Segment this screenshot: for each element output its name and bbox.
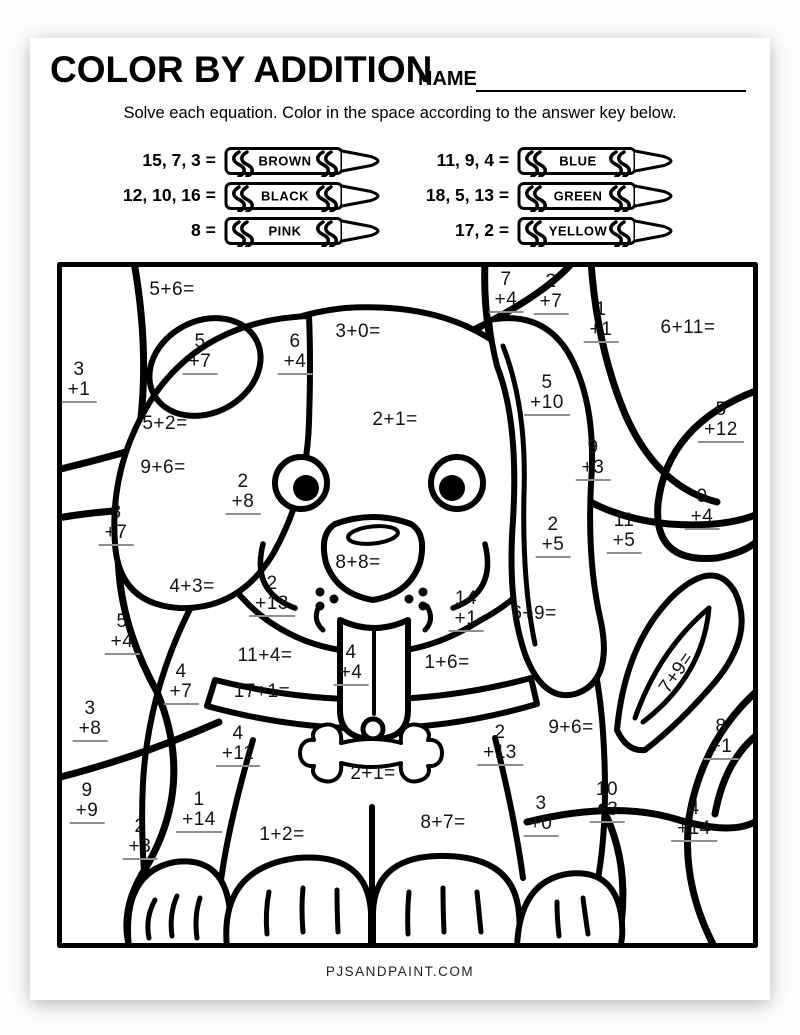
equation-inline: 2+1=: [372, 409, 418, 430]
equation-top-addend: 2: [266, 573, 278, 594]
equation-inline: 1+2=: [259, 824, 305, 845]
equation-stacked: [249, 574, 295, 617]
equation-stacked: [607, 511, 642, 554]
key-row: [426, 214, 677, 247]
equation-stacked: [278, 332, 313, 375]
equation-inline: 9+6=: [140, 457, 186, 478]
crayon-icon: [224, 215, 384, 247]
equation-stacked: [334, 643, 369, 686]
equation-stacked: [489, 270, 524, 313]
key-equations: 15, 7, 3 =: [142, 150, 216, 170]
key-equations: 17, 2 =: [455, 220, 510, 240]
equation-top-addend: 3: [535, 793, 547, 814]
equation-inline: 8+7=: [420, 812, 466, 833]
equation-top-addend: 2: [547, 514, 559, 535]
equation-stacked: [226, 472, 261, 515]
equation-inline: 4+3=: [169, 576, 215, 597]
equation-bottom-addend: +8: [231, 490, 255, 512]
equation-inline: 3+0=: [335, 321, 381, 342]
equation-bottom-addend: +5: [541, 533, 565, 555]
equation-bottom-addend: +7: [188, 350, 212, 372]
equation-top-addend: 1: [595, 299, 607, 320]
equation-inline: 11+4=: [237, 645, 293, 666]
equation-stacked: [123, 817, 158, 860]
equation-top-addend: 3: [73, 359, 85, 380]
equation-bottom-addend: +4: [283, 350, 307, 372]
equation-bottom-addend: +12: [704, 418, 738, 440]
crayon-color-label: BLUE: [559, 153, 597, 168]
equation-stacked: [70, 781, 105, 824]
equation-stacked: [590, 780, 625, 823]
equation-top-addend: 2: [134, 816, 146, 837]
key-equations: 8 =: [191, 220, 216, 240]
equation-top-addend: 5: [541, 372, 553, 393]
equation-stacked: [524, 794, 559, 837]
equation-inline: 7+9=: [654, 648, 699, 698]
key-equations: 18, 5, 13 =: [425, 185, 510, 205]
footer-url: PJSANDPAINT.COM: [325, 964, 475, 979]
equation-bottom-addend: +7: [104, 521, 128, 543]
equation-bottom-addend: +13: [255, 592, 289, 614]
answer-key-column-right: [426, 144, 677, 247]
equation-bottom-addend: +3: [595, 798, 619, 820]
equation-stacked: [183, 332, 218, 375]
crayon-color-label: BLACK: [260, 188, 309, 203]
equation-stacked: [524, 373, 570, 416]
crayon-color-label: GREEN: [553, 188, 603, 203]
equation-inline: 17+1=: [233, 681, 291, 702]
equation-inline: 8+8=: [335, 552, 381, 573]
equation-bottom-addend: +9: [75, 799, 99, 821]
equation-top-addend: 4: [232, 723, 244, 744]
equation-bottom-addend: +3: [128, 835, 152, 857]
equation-top-addend: 6: [289, 331, 301, 352]
equation-inline: 9+6=: [548, 717, 594, 738]
equation-inline: 1+6=: [424, 652, 470, 673]
equation-stacked: [698, 400, 744, 443]
equation-bottom-addend: +7: [169, 680, 193, 702]
equation-stacked: [534, 272, 569, 315]
crayon-icon: [517, 145, 677, 177]
coloring-area: [57, 262, 758, 948]
equation-top-addend: 4: [345, 642, 357, 663]
equation-stacked: [477, 723, 523, 766]
equation-bottom-addend: +14: [677, 817, 711, 839]
answer-key: [30, 144, 770, 247]
equation-top-addend: 0: [696, 486, 708, 507]
equation-top-addend: 2: [494, 722, 506, 743]
equation-stacked: [576, 438, 611, 481]
crayon-color-label: YELLOW: [548, 223, 608, 238]
equation-bottom-addend: +7: [539, 290, 563, 312]
equation-inline: 6+9=: [511, 603, 557, 624]
equation-top-addend: 9: [81, 780, 93, 801]
equation-stacked: [176, 790, 222, 833]
equation-stacked: [536, 515, 571, 558]
equation-top-addend: 8: [715, 716, 727, 737]
equation-stacked: [449, 589, 484, 632]
equation-stacked: [105, 612, 140, 655]
equation-stacked: [584, 300, 619, 343]
equation-stacked: [99, 503, 134, 546]
equation-bottom-addend: +11: [221, 742, 255, 764]
crayon-icon: [224, 145, 384, 177]
name-underline: [476, 90, 746, 92]
key-equations: 12, 10, 16 =: [122, 185, 216, 205]
equation-bottom-addend: +4: [690, 505, 714, 527]
equation-top-addend: 4: [688, 798, 700, 819]
key-row: [426, 144, 677, 177]
answer-key-column-left: [123, 144, 384, 247]
equation-stacked: [685, 487, 720, 530]
equation-bottom-addend: +10: [530, 391, 564, 413]
equation-inline: 5+6=: [149, 279, 195, 300]
crayon-icon: [517, 215, 677, 247]
equation-top-addend: 5: [116, 611, 128, 632]
equation-stacked: [671, 799, 717, 842]
equation-bottom-addend: +1: [709, 735, 733, 757]
page-title: COLOR BY ADDITION: [50, 49, 433, 90]
equation-inline: 6+11=: [660, 317, 716, 338]
equation-bottom-addend: +3: [581, 456, 605, 478]
equation-bottom-addend: +1: [589, 318, 613, 340]
equation-bottom-addend: +13: [483, 741, 517, 763]
equation-top-addend: 5: [715, 399, 727, 420]
key-row: [123, 144, 384, 177]
crayon-color-label: BROWN: [258, 153, 312, 168]
worksheet-page: [30, 38, 770, 1000]
equation-top-addend: 3: [84, 698, 96, 719]
crayon-icon: [224, 180, 384, 212]
name-label: NAME: [418, 68, 477, 90]
equation-stacked: [216, 724, 260, 767]
key-row: [123, 179, 384, 212]
instructions-text: Solve each equation. Color in the space according to the answer key below.: [123, 104, 677, 122]
key-row: [123, 214, 384, 247]
equation-top-addend: 10: [595, 779, 619, 800]
equation-inline: 5+2=: [142, 413, 188, 434]
equation-stacked: [62, 360, 97, 403]
equation-stacked: [73, 699, 108, 742]
equation-top-addend: 5: [194, 331, 206, 352]
equation-bottom-addend: +4: [339, 661, 363, 683]
equation-bottom-addend: +1: [67, 378, 91, 400]
equation-layer: [57, 262, 758, 948]
key-row: [426, 179, 677, 212]
key-equations: 11, 9, 4 =: [436, 150, 510, 170]
equation-bottom-addend: +0: [529, 812, 553, 834]
equation-stacked: [704, 717, 739, 760]
equation-top-addend: 11: [613, 510, 635, 531]
equation-bottom-addend: +14: [182, 808, 216, 830]
equation-top-addend: 2: [237, 471, 249, 492]
equation-top-addend: 14: [454, 588, 478, 609]
equation-inline: 2+1=: [350, 763, 396, 784]
equation-stacked: [164, 662, 199, 705]
equation-bottom-addend: +1: [454, 607, 478, 629]
equation-top-addend: 7: [500, 269, 512, 290]
crayon-color-label: PINK: [268, 223, 302, 238]
equation-top-addend: 2: [545, 271, 557, 292]
equation-bottom-addend: +8: [78, 717, 102, 739]
equation-bottom-addend: +4: [494, 288, 518, 310]
equation-bottom-addend: +5: [612, 529, 636, 551]
equation-top-addend: 8: [110, 502, 122, 523]
equation-top-addend: 1: [193, 789, 205, 810]
crayon-icon: [517, 180, 677, 212]
worksheet-header: [30, 38, 770, 138]
equation-bottom-addend: +4: [110, 630, 134, 652]
equation-top-addend: 4: [175, 661, 187, 682]
equation-top-addend: 9: [587, 437, 599, 458]
